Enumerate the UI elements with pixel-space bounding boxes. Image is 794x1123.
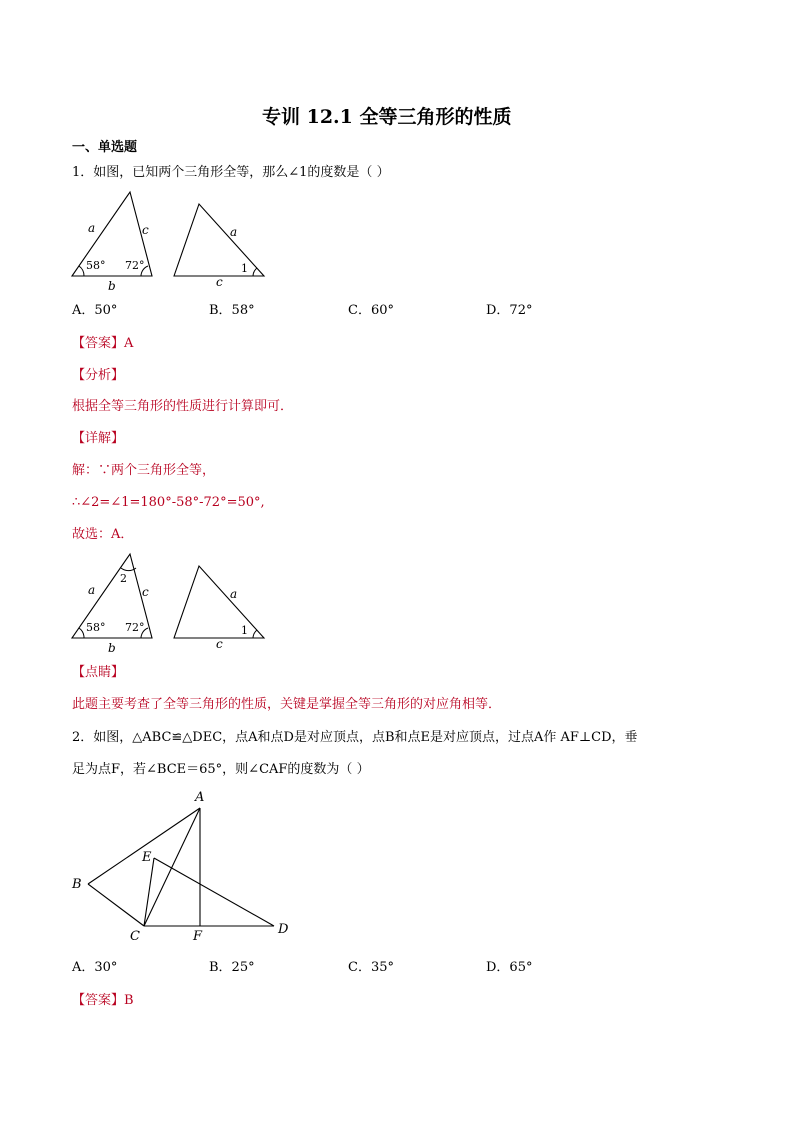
q1-angle-arc-58 xyxy=(79,266,84,276)
q1-sol-label-72: 72° xyxy=(125,621,145,634)
q1-answer-value: A xyxy=(124,336,134,351)
q2-figure xyxy=(66,788,306,948)
q1-sol-label-2: 2 xyxy=(120,572,127,585)
q2-label-F: F xyxy=(193,929,203,944)
q2-answer xyxy=(72,993,134,1009)
q1-sol-label-58: 58° xyxy=(86,621,106,634)
q1-option-b: B．58° xyxy=(209,303,255,318)
q2-segment-BA xyxy=(88,808,200,884)
q1-solution-figure xyxy=(66,548,276,656)
q1-detail-line-3: 故选：A． xyxy=(72,527,134,542)
q2-option-d: D．65° xyxy=(486,960,533,975)
q2-label-C: C xyxy=(130,929,140,944)
q2-answer-value: B xyxy=(124,993,134,1008)
q1-sol-angle-arc-58 xyxy=(79,628,84,638)
q1-sol-label-c2: c xyxy=(216,637,223,651)
q1-detail-tag: 【详解】 xyxy=(72,431,125,446)
q1-sol-label-b: b xyxy=(108,641,116,655)
q1-answer xyxy=(72,336,133,352)
q1-option-c: C．60° xyxy=(348,303,394,318)
section-heading: 一、单选题 xyxy=(72,140,138,155)
q2-stem-line-2: 足为点F，若∠BCE＝65°，则∠CAF的度数为（ ） xyxy=(72,762,370,777)
q2-label-D: D xyxy=(278,922,289,937)
q1-label-c: c xyxy=(142,223,149,237)
q1-analysis: 根据全等三角形的性质进行计算即可． xyxy=(72,399,294,414)
q1-label-c2: c xyxy=(216,275,223,289)
q1-option-d: D．72° xyxy=(486,303,533,318)
q1-sol-angle-arc-1 xyxy=(253,630,257,638)
q1-sol-label-c: c xyxy=(142,585,149,599)
q2-label-A: A xyxy=(195,790,205,805)
q1-label-a: a xyxy=(88,221,96,235)
q2-answer-tag: 【答案】 xyxy=(72,993,125,1008)
q2-option-c: C．35° xyxy=(348,960,394,975)
q1-label-1: 1 xyxy=(241,262,248,275)
q1-figure xyxy=(66,186,276,294)
q1-angle-arc-1 xyxy=(253,268,257,276)
q1-triangle-right xyxy=(174,204,264,276)
q1-label-a2: a xyxy=(230,225,238,239)
q1-comment: 此题主要考查了全等三角形的性质，关键是掌握全等三角形的对应角相等． xyxy=(72,697,502,712)
q2-stem-line-1: 2．如图，△ABC≌△DEC，点A和点D是对应顶点，点B和点E是对应顶点，过点A作 AF⊥CD，垂 xyxy=(72,730,638,745)
q2-option-a: A．30° xyxy=(72,960,118,975)
q2-segment-ED xyxy=(154,858,274,926)
q1-comment-tag: 【点睛】 xyxy=(72,665,125,680)
q1-option-a: A．50° xyxy=(72,303,118,318)
q1-stem: 1．如图，已知两个三角形全等，那么∠1的度数是（ ） xyxy=(72,165,390,180)
q1-detail-line-1: 解：∵两个三角形全等， xyxy=(72,463,216,478)
q2-label-B: B xyxy=(72,877,82,892)
q2-segment-BC xyxy=(88,884,144,926)
q1-sol-label-a: a xyxy=(88,583,96,597)
q1-answer-tag: 【答案】 xyxy=(72,336,125,351)
q1-analysis-tag: 【分析】 xyxy=(72,368,125,383)
q1-sol-label-1: 1 xyxy=(241,624,248,637)
q2-label-E: E xyxy=(142,850,152,865)
q1-label-72: 72° xyxy=(125,259,145,272)
q2-option-b: B．25° xyxy=(209,960,255,975)
q1-sol-triangle-right xyxy=(174,566,264,638)
q1-detail-line-2: ∴∠2=∠1=180°-58°-72°=50°, xyxy=(72,495,265,510)
q1-label-58: 58° xyxy=(86,259,106,272)
q1-label-b: b xyxy=(108,279,116,293)
q1-sol-label-a2: a xyxy=(230,587,238,601)
page-title: 专训 12.1 全等三角形的性质 xyxy=(262,106,512,128)
